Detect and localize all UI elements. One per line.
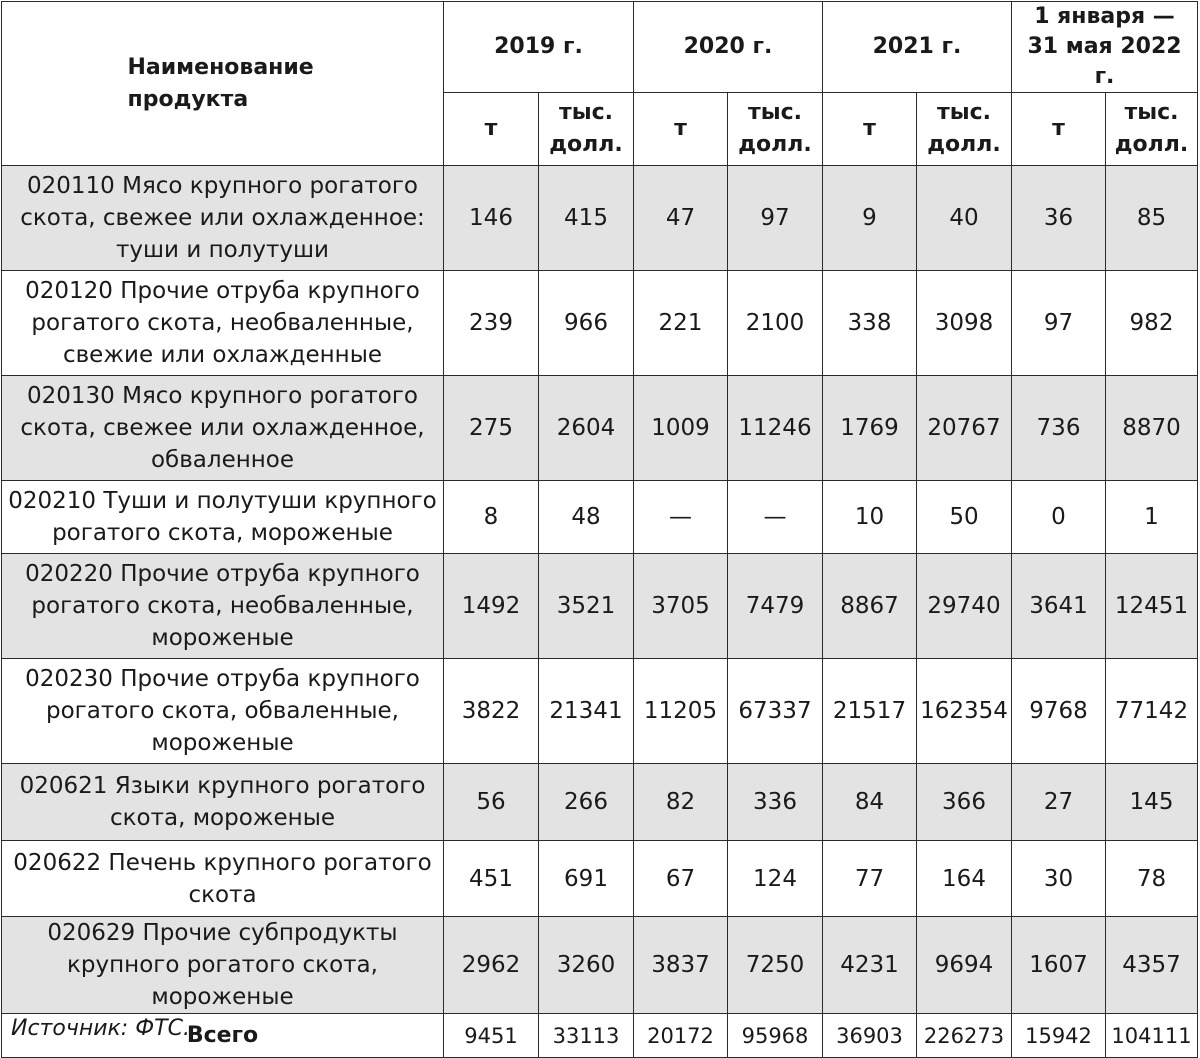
period-header-2020: 2020 г. [634,2,823,93]
import-table [1,1,1198,1058]
table-row [2,376,1198,481]
value-cell: 10 [823,481,917,554]
value-cell: 2962 [444,917,539,1014]
table-row [2,659,1198,764]
value-cell: 29740 [917,554,1012,659]
unit-usd-header-label: тыс. долл. [738,100,812,157]
total-value-cell: 95968 [728,1014,823,1058]
value-cell: 338 [823,271,917,376]
value-cell: 162354 [917,659,1012,764]
value-cell: 40 [917,166,1012,271]
unit-tons-header: т [1012,93,1106,166]
period-header-2019: 2019 г. [444,2,634,93]
value-cell: 56 [444,764,539,841]
value-cell: 982 [1106,271,1198,376]
value-cell: 12451 [1106,554,1198,659]
value-cell: 266 [539,764,634,841]
unit-usd-header-label: тыс. долл. [549,100,623,157]
value-cell: 77 [823,841,917,917]
unit-usd-header [539,93,634,166]
value-cell: — [728,481,823,554]
value-cell: 7250 [728,917,823,1014]
value-cell: 8 [444,481,539,554]
value-cell: 67337 [728,659,823,764]
total-value-cell: 9451 [444,1014,539,1058]
unit-usd-header [917,93,1012,166]
value-cell: — [634,481,728,554]
value-cell: 239 [444,271,539,376]
product-name-cell: 020130 Мясо крупного рогатого скота, свежее или охлажденное, обваленное [2,376,444,481]
value-cell: 48 [539,481,634,554]
value-cell: 27 [1012,764,1106,841]
value-cell: 3098 [917,271,1012,376]
value-cell: 9694 [917,917,1012,1014]
table-row [2,841,1198,917]
table-row [2,481,1198,554]
value-cell: 82 [634,764,728,841]
total-label: Всего [2,1014,444,1058]
value-cell: 78 [1106,841,1198,917]
value-cell: 21517 [823,659,917,764]
value-cell: 966 [539,271,634,376]
unit-tons-header: т [823,93,917,166]
total-value-cell: 36903 [823,1014,917,1058]
value-cell: 4231 [823,917,917,1014]
value-cell: 85 [1106,166,1198,271]
value-cell: 1607 [1012,917,1106,1014]
value-cell: 20767 [917,376,1012,481]
value-cell: 4357 [1106,917,1198,1014]
value-cell: 3641 [1012,554,1106,659]
product-name-cell: 020629 Прочие субпродукты крупного рогатого скота, мороженые [2,917,444,1014]
table-header [2,2,1198,166]
total-value-cell: 20172 [634,1014,728,1058]
period-header-2021: 2021 г. [823,2,1012,93]
product-name-cell: 020110 Мясо крупного рогатого скота, свежее или охлажденное: туши и полутуши [2,166,444,271]
product-name-cell: 020120 Прочие отруба крупного рогатого скота, необваленные, свежие или охлажденные [2,271,444,376]
value-cell: 30 [1012,841,1106,917]
product-name-cell: 020210 Туши и полутуши крупного рогатого скота, мороженые [2,481,444,554]
total-value-cell: 226273 [917,1014,1012,1058]
value-cell: 67 [634,841,728,917]
value-cell: 0 [1012,481,1106,554]
table-row [2,917,1198,1014]
value-cell: 164 [917,841,1012,917]
product-name-cell: 020621 Языки крупного рогатого скота, мороженые [2,764,444,841]
total-value-cell: 104111 [1106,1014,1198,1058]
value-cell: 8870 [1106,376,1198,481]
unit-tons-header: т [634,93,728,166]
value-cell: 221 [634,271,728,376]
value-cell: 11246 [728,376,823,481]
value-cell: 47 [634,166,728,271]
value-cell: 415 [539,166,634,271]
value-cell: 124 [728,841,823,917]
total-value-cell: 33113 [539,1014,634,1058]
table-row [2,271,1198,376]
unit-usd-header-label: тыс. долл. [1114,100,1189,157]
value-cell: 97 [1012,271,1106,376]
table-body [2,166,1198,1058]
unit-tons-header: т [444,93,539,166]
value-cell: 451 [444,841,539,917]
period-header-2022-label: 1 января — 31 мая 2022 г. [1027,4,1182,89]
value-cell: 3521 [539,554,634,659]
value-cell: 2100 [728,271,823,376]
value-cell: 145 [1106,764,1198,841]
value-cell: 84 [823,764,917,841]
unit-usd-header-label: тыс. долл. [927,100,1001,157]
value-cell: 3260 [539,917,634,1014]
value-cell: 3837 [634,917,728,1014]
table-row [2,554,1198,659]
period-header-2022 [1012,2,1198,93]
total-value-cell: 15942 [1012,1014,1106,1058]
value-cell: 1492 [444,554,539,659]
value-cell: 2604 [539,376,634,481]
value-cell: 1009 [634,376,728,481]
value-cell: 275 [444,376,539,481]
product-name-cell: 020220 Прочие отруба крупного рогатого скота, необваленные, мороженые [2,554,444,659]
value-cell: 9 [823,166,917,271]
unit-usd-header [1106,93,1198,166]
value-cell: 8867 [823,554,917,659]
value-cell: 11205 [634,659,728,764]
value-cell: 36 [1012,166,1106,271]
product-name-header-label: Наименование продукта [127,54,314,112]
value-cell: 9768 [1012,659,1106,764]
source-note: Источник: ФТС. [11,1016,190,1041]
unit-usd-header [728,93,823,166]
value-cell: 77142 [1106,659,1198,764]
value-cell: 691 [539,841,634,917]
value-cell: 1769 [823,376,917,481]
value-cell: 7479 [728,554,823,659]
product-name-header [2,2,444,166]
product-name-cell: 020230 Прочие отруба крупного рогатого скота, обваленные, мороженые [2,659,444,764]
value-cell: 97 [728,166,823,271]
value-cell: 366 [917,764,1012,841]
value-cell: 146 [444,166,539,271]
product-name-cell: 020622 Печень крупного рогатого скота [2,841,444,917]
value-cell: 3822 [444,659,539,764]
header-row-periods [2,2,1198,93]
table-row [2,166,1198,271]
value-cell: 336 [728,764,823,841]
value-cell: 50 [917,481,1012,554]
value-cell: 21341 [539,659,634,764]
value-cell: 736 [1012,376,1106,481]
value-cell: 1 [1106,481,1198,554]
value-cell: 3705 [634,554,728,659]
table-row [2,764,1198,841]
